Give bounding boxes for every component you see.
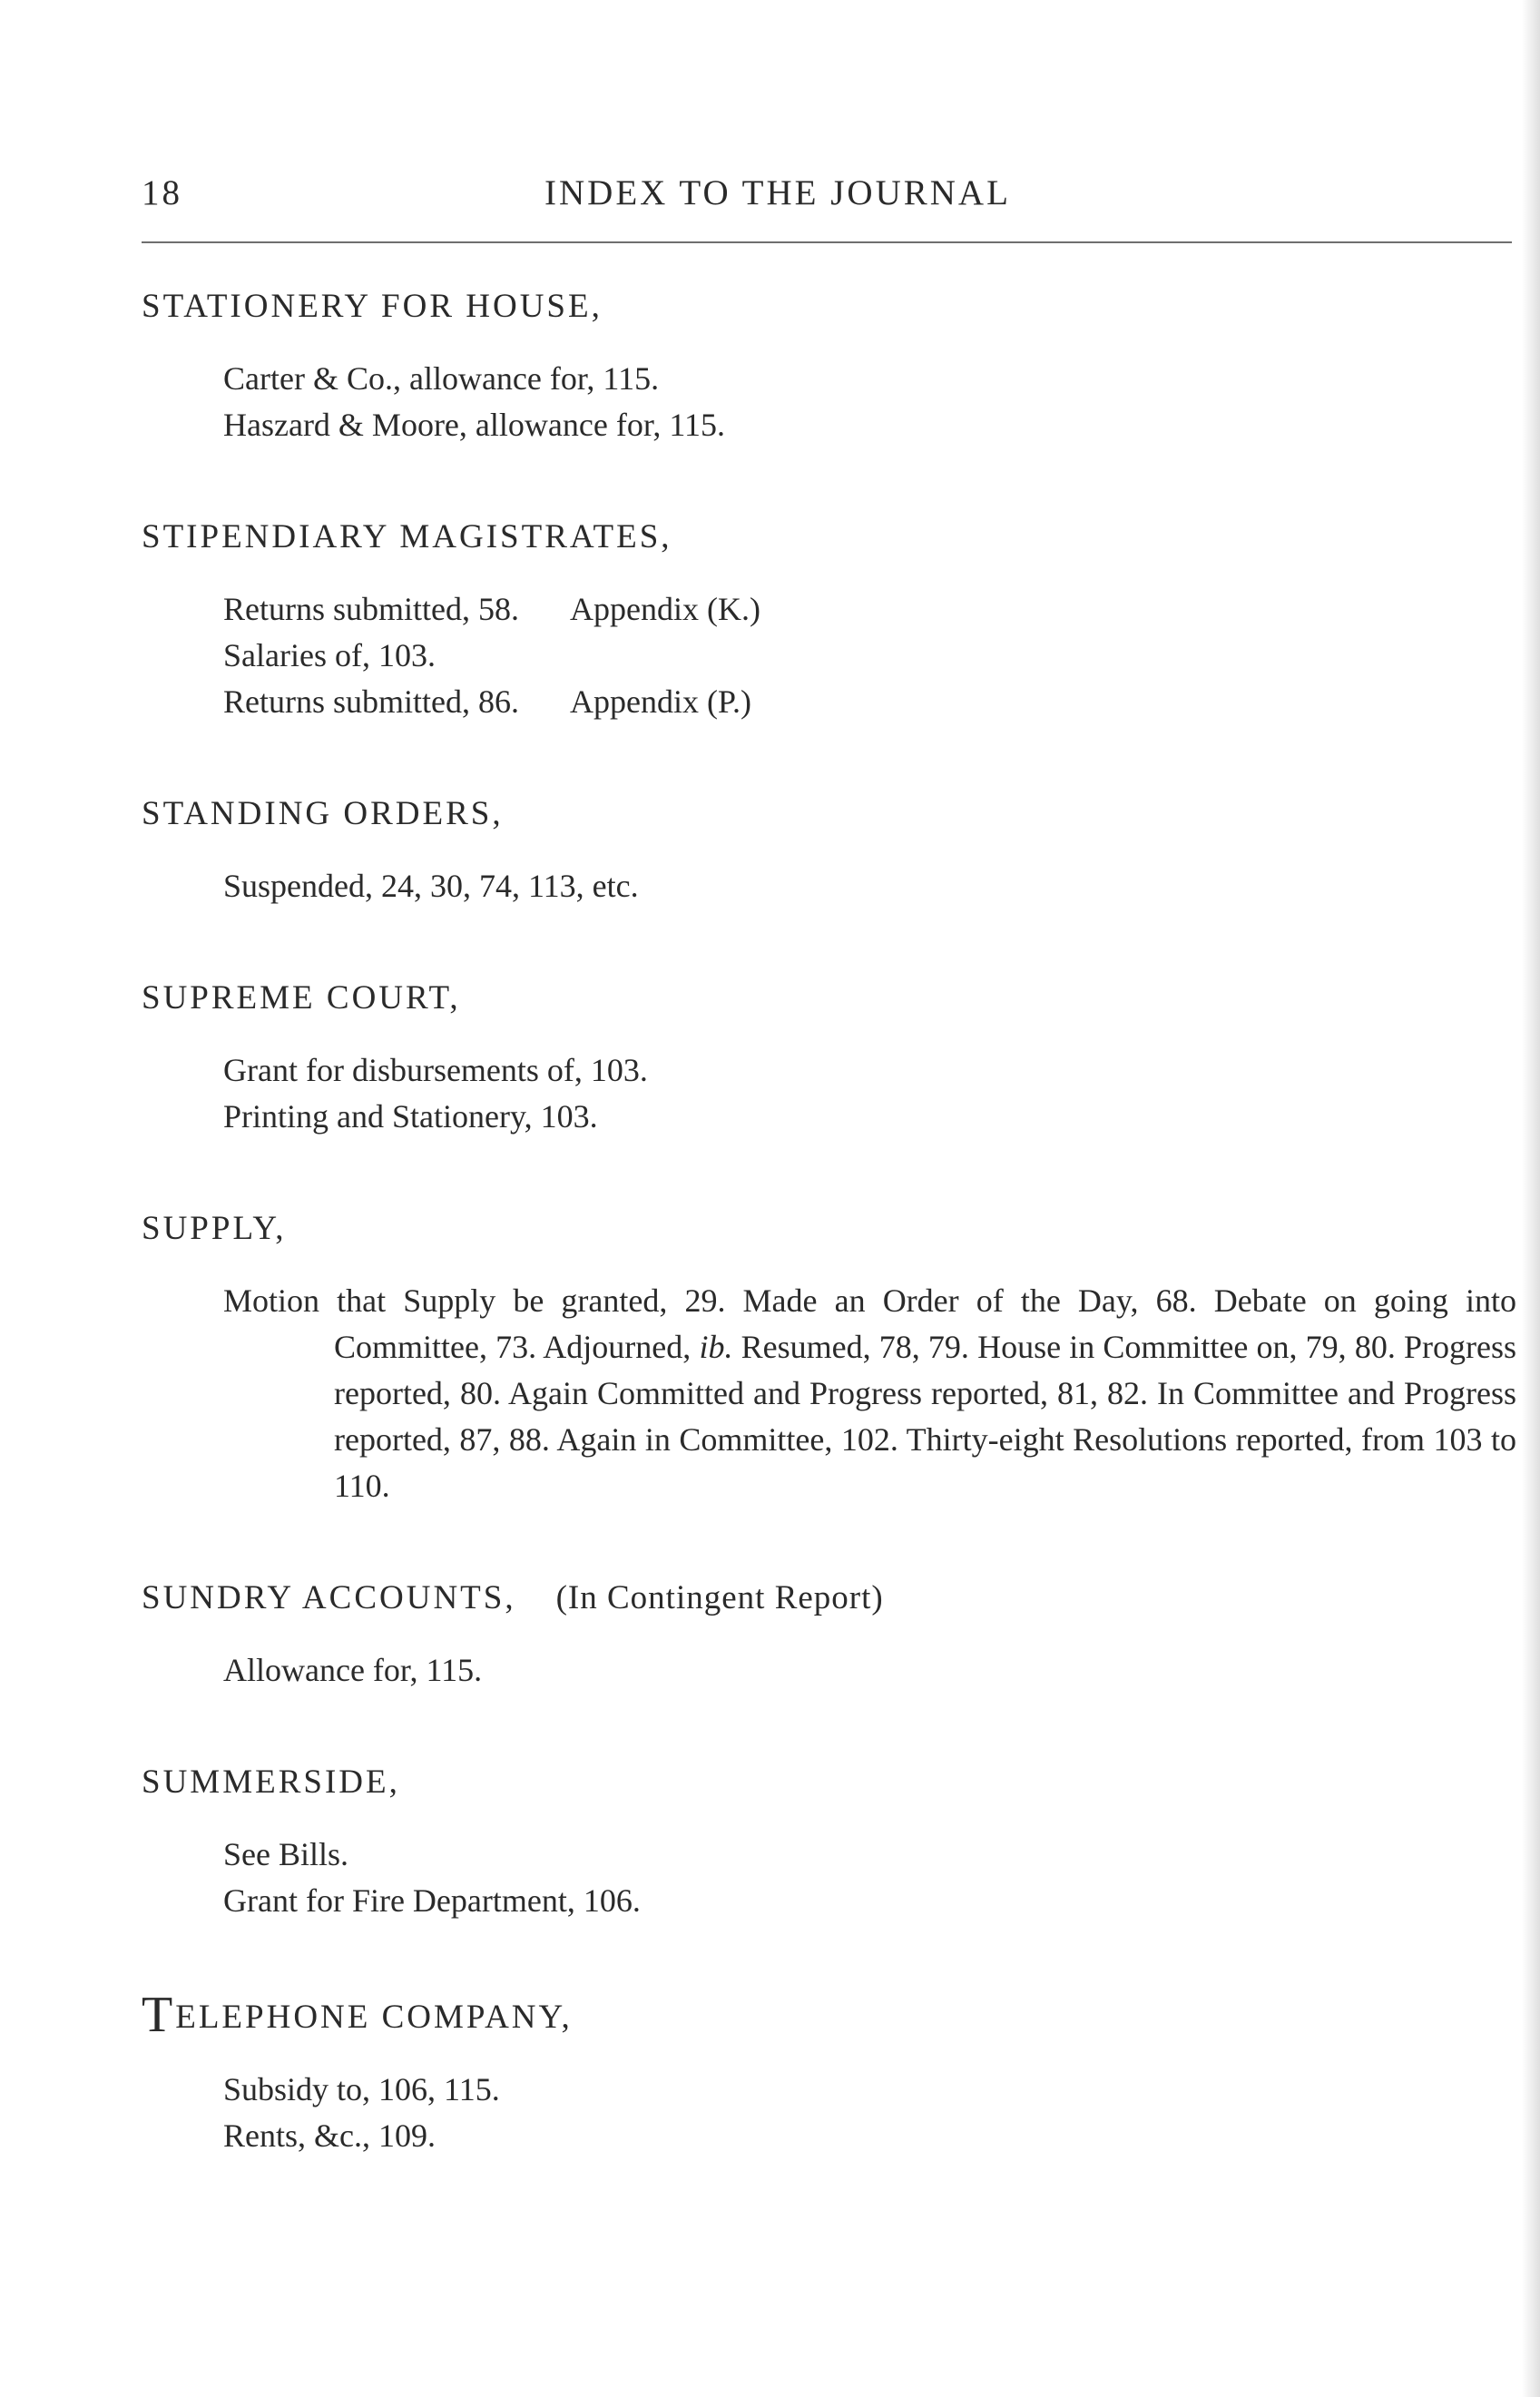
- entry-heading-text: SUNDRY ACCOUNTS,: [142, 1579, 516, 1616]
- index-entry: [142, 1759, 1516, 1924]
- index-entry: [142, 1989, 1516, 2159]
- running-head: [142, 172, 1512, 223]
- entry-heading: STATIONERY FOR HOUSE,: [142, 288, 603, 325]
- appendix-note: Appendix (K.): [570, 591, 760, 627]
- entry-line-text: Returns submitted, 86.: [223, 683, 519, 720]
- entry-line: Rents, &c., 109.: [223, 2117, 436, 2154]
- entry-line: Suspended, 24, 30, 74, 113, etc.: [223, 868, 639, 904]
- index-entry: [142, 1205, 1516, 1509]
- entry-heading: SUPREME COURT,: [142, 979, 461, 1017]
- page-number: 18: [142, 173, 182, 212]
- entry-line: Subsidy to, 106, 115.: [223, 2071, 500, 2107]
- entry-heading-initial: T: [142, 1987, 176, 2043]
- index-entry: [142, 975, 1516, 1140]
- entry-paragraph: [142, 1278, 1516, 1509]
- entry-line: Grant for Fire Department, 106.: [223, 1882, 641, 1919]
- entry-heading: [142, 1575, 1516, 1622]
- paragraph-text: Motion that Supply be granted, 29. Made an Order of the Day, 68. Debate on going into Committee, 73. Adjourned,: [223, 1282, 1516, 1365]
- entry-heading: SUMMERSIDE,: [142, 1763, 400, 1801]
- entry-line: Allowance for, 115.: [223, 1652, 483, 1688]
- paragraph-text: Resumed, 78, 79. House in Committee on, 79, 80. Progress reported, 80. Again Committed and Progress reported, 81, 82. In Committee and Progress reported, 87, 88. Again in Committee, 102. Thirty-eight Resolutions reported, from 103 to 110.: [334, 1329, 1516, 1504]
- index-entry: [142, 283, 1516, 448]
- entry-heading: SUPPLY,: [142, 1210, 287, 1247]
- header-rule: [142, 241, 1512, 243]
- entry-line: [142, 586, 1516, 633]
- index-entry: [142, 514, 1516, 725]
- entry-line: See Bills.: [223, 1836, 349, 1872]
- entry-line: Grant for disbursements of, 103.: [223, 1052, 648, 1088]
- entry-line: Haszard & Moore, allowance for, 115.: [223, 407, 726, 443]
- entry-line-text: Returns submitted, 58.: [223, 591, 519, 627]
- entry-heading: [142, 1989, 1516, 2041]
- entry-heading-text: ELEPHONE COMPANY,: [175, 1999, 573, 2036]
- page-edge-shadow: [1522, 0, 1540, 2397]
- running-title: INDEX TO THE JOURNAL: [544, 173, 1011, 212]
- entry-heading-note: (In Contingent Report): [555, 1579, 884, 1616]
- entry-line: Carter & Co., allowance for, 115.: [223, 360, 660, 397]
- entry-line: [142, 679, 1516, 725]
- entry-heading: STANDING ORDERS,: [142, 795, 504, 832]
- entry-line: Printing and Stationery, 103.: [223, 1098, 598, 1135]
- index-entries: [142, 283, 1516, 2225]
- appendix-note: Appendix (P.): [570, 683, 751, 720]
- index-entry: [142, 1575, 1516, 1694]
- entry-line: Salaries of, 103.: [223, 637, 436, 673]
- paragraph-italic: ib.: [699, 1329, 733, 1365]
- index-entry: [142, 791, 1516, 909]
- entry-heading: STIPENDIARY MAGISTRATES,: [142, 518, 672, 555]
